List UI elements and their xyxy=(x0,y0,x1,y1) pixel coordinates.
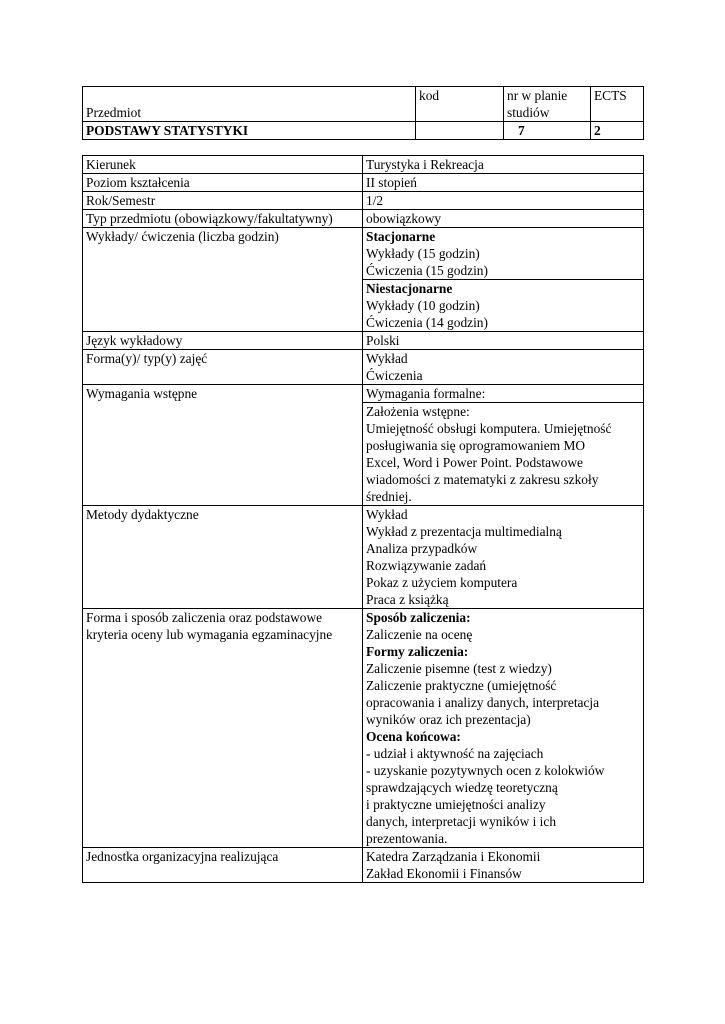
row-hours-stationary xyxy=(83,228,644,280)
row-prerequisites-formal xyxy=(83,385,644,403)
field-label: Wykłady/ ćwiczenia (liczba godzin) xyxy=(83,228,363,332)
field-value: Wykład Ćwiczenia xyxy=(363,350,644,385)
row-class-forms xyxy=(83,350,644,385)
field-label: Metody dydaktyczne xyxy=(83,506,363,609)
prerequisites-formal: Wymagania formalne: xyxy=(363,385,644,403)
assessment-details: Sposób zaliczenia: Zaliczenie na ocenę Formy zaliczenia: Zaliczenie pisemne (test z wiedzy) Zaliczenie praktyczne (umiejętność opracowania i analizy danych, interpretacja wyników oraz ich prezentacja) Ocena końcowa: - udział i aktywność na zajęciach - uzyskanie pozytywnych ocen z kolokwiów sprawdzających wiedzę teoretyczną i praktyczne umiejętności analizy danych, interpretacji wyników i ich prezentowania. xyxy=(363,609,644,848)
field-value: obowiązkowy xyxy=(363,210,644,228)
code-value xyxy=(416,122,504,140)
subject-column-header: Przedmiot xyxy=(83,87,416,122)
field-value: Turystyka i Rekreacja xyxy=(363,156,644,174)
field-value: Polski xyxy=(363,332,644,350)
field-label: Poziom kształcenia xyxy=(83,174,363,192)
field-label: Typ przedmiotu (obowiązkowy/fakultatywny) xyxy=(83,210,363,228)
row-field-of-study xyxy=(83,156,644,174)
code-column-header: kod xyxy=(416,87,504,122)
row-language xyxy=(83,332,644,350)
field-label: Wymagania wstępne xyxy=(83,385,363,506)
field-label: Język wykładowy xyxy=(83,332,363,350)
field-label: Forma i sposób zaliczenia oraz podstawowe kryteria oceny lub wymagania egzaminacyjne xyxy=(83,609,363,848)
row-level xyxy=(83,174,644,192)
field-value: II stopień xyxy=(363,174,644,192)
unit-values: Katedra Zarządzania i Ekonomii Zakład Ekonomii i Finansów xyxy=(363,848,644,883)
field-label: Kierunek xyxy=(83,156,363,174)
ects-value: 2 xyxy=(591,122,644,140)
field-value: 1/2 xyxy=(363,192,644,210)
field-label: Rok/Semestr xyxy=(83,192,363,210)
row-course-type xyxy=(83,210,644,228)
row-unit xyxy=(83,848,644,883)
hours-extramural: Niestacjonarne Wykłady (10 godzin) Ćwiczenia (14 godzin) xyxy=(363,280,644,332)
subject-name: PODSTAWY STATYSTYKI xyxy=(83,122,416,140)
prerequisites-assumptions: Założenia wstępne: Umiejętność obsługi komputera. Umiejętność posługiwania się oprogramowaniem MO Excel, Word i Power Point. Podstawowe wiadomości z matematyki z zakresu szkoły średniej. xyxy=(363,403,644,506)
plan-number-value: 7 xyxy=(504,122,591,140)
row-methods xyxy=(83,506,644,609)
methods-list: Wykład Wykład z prezentacja multimedialną Analiza przypadków Rozwiązywanie zadań Pokaz z użyciem komputera Praca z książką xyxy=(363,506,644,609)
field-label: Forma(y)/ typ(y) zajęć xyxy=(83,350,363,385)
hours-stationary: Stacjonarne Wykłady (15 godzin) Ćwiczenia (15 godzin) xyxy=(363,228,644,280)
subject-header-table xyxy=(82,86,644,140)
ects-column-header: ECTS xyxy=(591,87,644,122)
row-assessment xyxy=(83,609,644,848)
course-details-table xyxy=(82,155,644,883)
row-year-semester xyxy=(83,192,644,210)
field-label: Jednostka organizacyjna realizująca xyxy=(83,848,363,883)
plan-number-column-header: nr w planie studiów xyxy=(504,87,591,122)
